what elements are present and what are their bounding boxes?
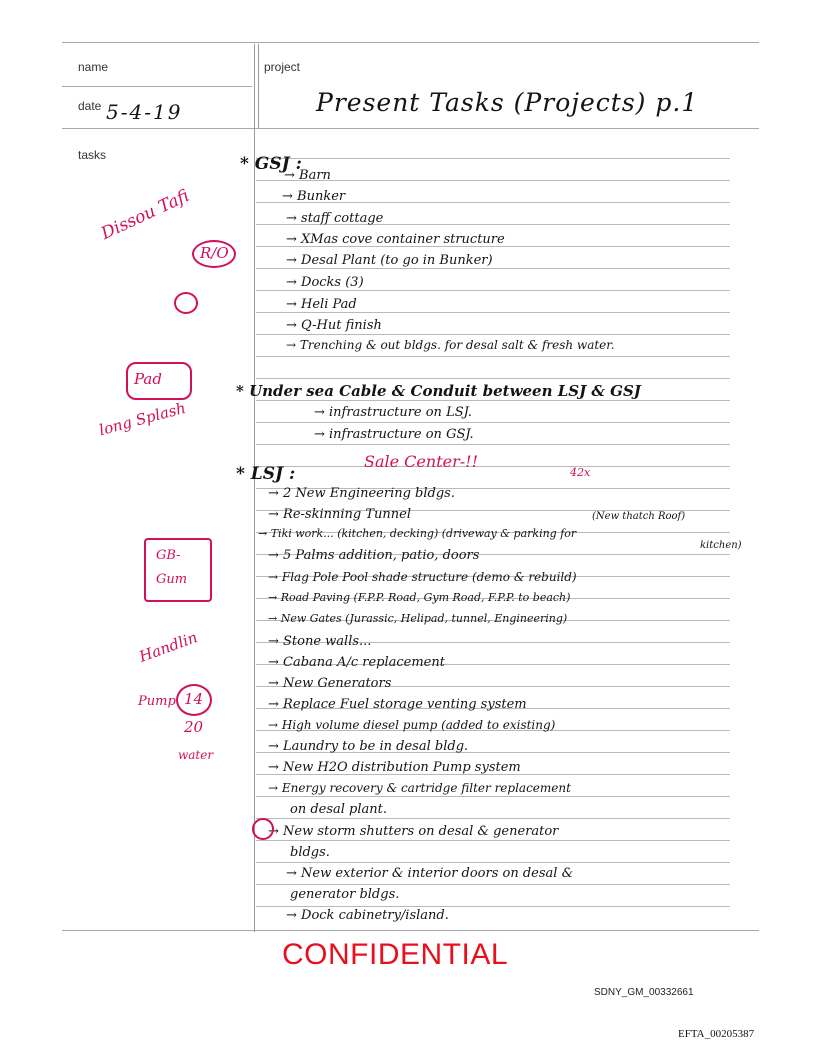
cable-item: → infrastructure on GSJ.: [314, 427, 474, 442]
rule-line: [256, 466, 730, 467]
annotation-pump: Pump: [138, 694, 176, 709]
header-bottom-line: [62, 128, 759, 129]
gsj-item: → Trenching & out bldgs. for desal salt & fresh water.: [286, 338, 615, 352]
lsj-item: on desal plant.: [290, 802, 388, 817]
lsj-tiki-note: (New thatch Roof): [592, 511, 686, 522]
rule-line: [256, 862, 730, 863]
lsj-item: generator bldgs.: [290, 887, 400, 902]
gsj-item: → Docks (3): [286, 275, 364, 290]
cable-heading: * Under sea Cable & Conduit between LSJ & GSJ: [236, 382, 641, 400]
date-value: 5-4-19: [106, 100, 183, 124]
rule-line: [256, 334, 730, 335]
sale-center-note: Sale Center-!!: [364, 452, 478, 471]
annotation-check-circle: [174, 292, 198, 314]
tasks-label: tasks: [78, 148, 107, 162]
lsj-item: → Replace Fuel storage venting system: [268, 697, 527, 712]
page-title: Present Tasks (Projects) p.1: [316, 88, 699, 117]
lsj-item: → New storm shutters on desal & generator: [268, 824, 559, 839]
gsj-item: → Heli Pad: [286, 297, 357, 312]
rule-line: [256, 884, 730, 885]
annotation-14: 14: [184, 690, 204, 708]
rule-line: [256, 268, 730, 269]
annotation-long-splash: long Splash: [97, 398, 188, 440]
mark-42-note: 42x: [570, 466, 591, 479]
lsj-item: → Laundry to be in desal bldg.: [268, 739, 469, 754]
annotation-star-circle: [252, 818, 274, 840]
lsj-item: → 2 New Engineering bldgs.: [268, 486, 455, 501]
lsj-kitchen-note: kitchen): [700, 540, 742, 551]
lsj-item: → Cabana A/c replacement: [268, 655, 445, 670]
lsj-item: → New Gates (Jurassic, Helipad, tunnel, Engineering): [268, 612, 568, 625]
name-label: name: [78, 60, 109, 74]
rule-line: [256, 840, 730, 841]
rule-line: [256, 158, 730, 159]
annotation-handlin: Handlin: [136, 628, 200, 666]
lsj-item: → Tiki work... (kitchen, decking) (driveway & parking for: [258, 527, 577, 540]
lsj-item: → Road Paving (F.P.P. Road, Gym Road, F.P.P. to beach): [268, 591, 571, 604]
gsj-item: → staff cottage: [286, 211, 384, 226]
annotation-water: water: [178, 748, 214, 762]
annotation-gb: GB-: [156, 548, 181, 563]
lsj-item: → Dock cabinetry/island.: [286, 908, 449, 923]
gsj-item: → Bunker: [282, 189, 346, 204]
lsj-heading: * LSJ :: [236, 464, 296, 484]
gsj-item: → Barn: [284, 168, 331, 183]
rule-line: [256, 422, 730, 423]
bates-number: SDNY_GM_00332661: [594, 987, 694, 998]
name-date-divider: [62, 86, 252, 87]
rule-line: [256, 818, 730, 819]
gsj-item: → XMas cove container structure: [286, 232, 505, 247]
rule-line: [256, 290, 730, 291]
annotation-ro: R/O: [200, 244, 229, 262]
project-label: project: [264, 60, 301, 74]
lsj-item: → Stone walls...: [268, 634, 372, 649]
rule-line: [256, 796, 730, 797]
efta-number: EFTA_00205387: [678, 1028, 755, 1040]
rule-line: [256, 312, 730, 313]
lsj-item: → 5 Palms addition, patio, doors: [268, 548, 480, 563]
annotation-pad-box: [126, 362, 192, 400]
rule-line: [256, 444, 730, 445]
rule-line: [256, 400, 730, 401]
cable-item: → infrastructure on LSJ.: [314, 405, 472, 420]
project-left-border: [258, 44, 259, 128]
margin-divider: [254, 44, 255, 932]
date-label: date: [78, 99, 102, 113]
gsj-item: → Q-Hut finish: [286, 318, 382, 333]
rule-line: [256, 378, 730, 379]
annotation-pad: Pad: [134, 370, 162, 388]
frame-top-line: [62, 42, 759, 43]
annotation-ro-circle: [192, 240, 236, 268]
rule-line: [256, 356, 730, 357]
lsj-item: bldgs.: [290, 845, 330, 860]
lsj-item: → Re-skinning Tunnel: [268, 507, 411, 522]
gsj-item: → Desal Plant (to go in Bunker): [286, 253, 493, 268]
annotation-gb-box: [144, 538, 212, 602]
lsj-item: → Energy recovery & cartridge filter replacement: [268, 781, 571, 795]
frame-bottom-line: [62, 930, 759, 931]
lsj-item: → New exterior & interior doors on desal &: [286, 866, 574, 881]
lsj-item: → High volume diesel pump (added to existing): [268, 718, 556, 732]
lsj-item: → New Generators: [268, 676, 392, 691]
annotation-14-circle: [176, 684, 212, 716]
annotation-gum: Gum: [156, 572, 188, 587]
lsj-item: → New H2O distribution Pump system: [268, 760, 521, 775]
annotation-20: 20: [184, 718, 204, 736]
gsj-heading: * GSJ :: [240, 154, 302, 174]
lsj-item: → Flag Pole Pool shade structure (demo & rebuild): [268, 570, 577, 584]
rule-line: [256, 906, 730, 907]
confidential-stamp: CONFIDENTIAL: [282, 938, 509, 971]
annotation-dissou: Dissou Tafi: [98, 185, 193, 245]
